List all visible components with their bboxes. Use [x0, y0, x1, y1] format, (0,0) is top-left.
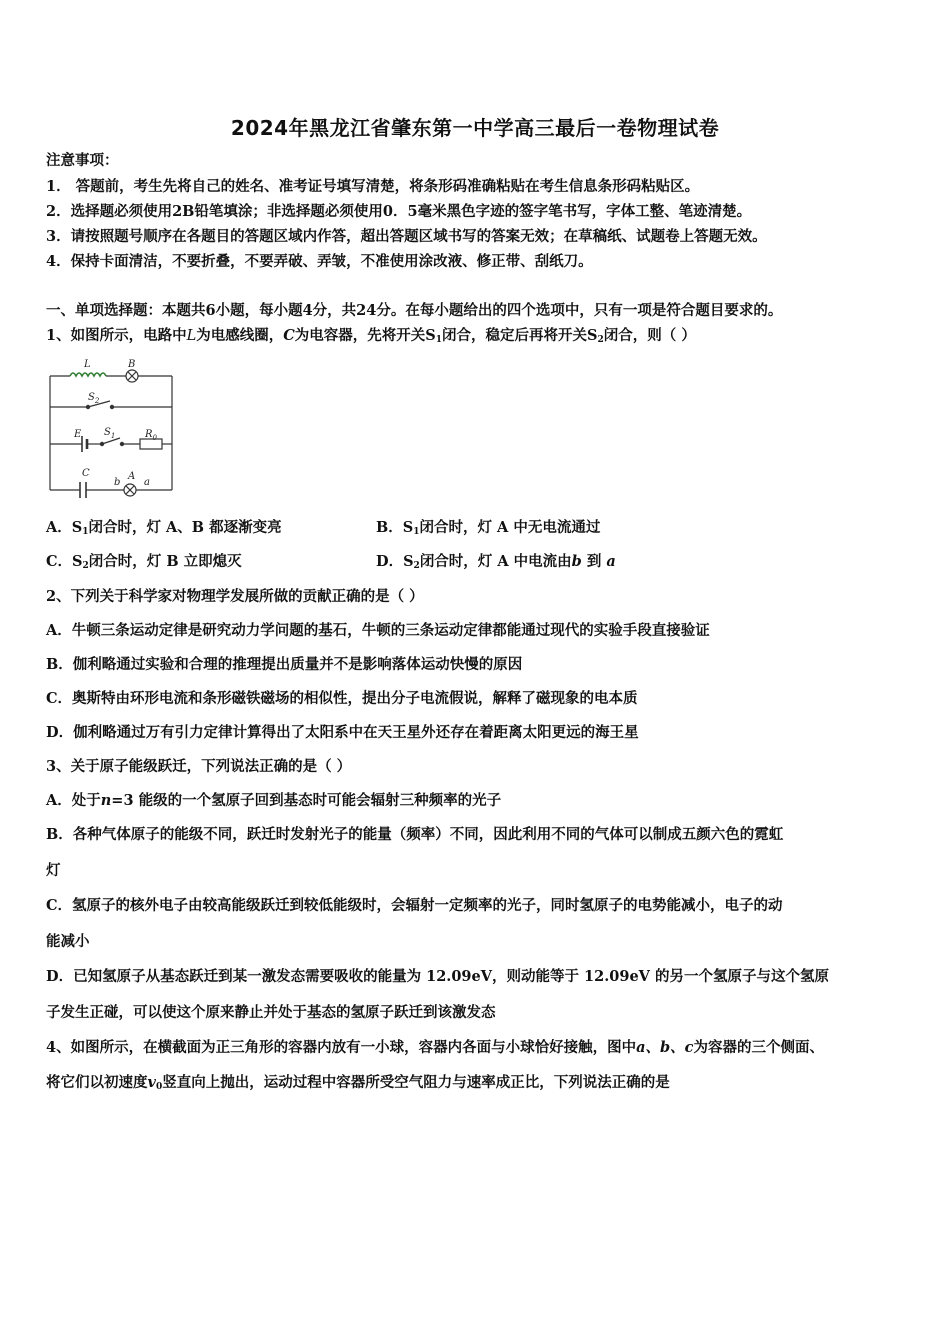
q3-option-d-line1: D．已知氢原子从基态跃迁到某一激发态需要吸收的能量为 12.09eV，则动能等于 12.09eV 的另一个氢原子与这个氢原 [46, 968, 829, 985]
notice-heading: 注意事项： [46, 152, 119, 169]
q2-option-a: A．牛顿三条运动定律是研究动力学问题的基石，牛顿的三条运动定律都能通过现代的实验手段直接验证 [46, 622, 710, 639]
q1-symbol-L: L [186, 328, 197, 344]
q3-option-b-line2: 灯 [46, 862, 61, 879]
circuit-diagram [44, 352, 180, 500]
q4-symbols-abc: a、b、c [636, 1039, 694, 1056]
q3-option-c-line1: C．氢原子的核外电子由较高能级跃迁到较低能级时，会辐射一定频率的光子，同时氢原子的电势能减小，电子的动 [46, 897, 783, 914]
question-4-line2 [46, 1073, 670, 1097]
q1-stem-part: 闭合，则（ ） [603, 327, 696, 344]
q4-subscript: 0 [155, 1082, 163, 1092]
q1-option-text: A．S [46, 519, 83, 536]
circuit-label-C: C [82, 468, 90, 479]
circuit-label-S1-sub: 1 [110, 432, 116, 440]
q1-option-text: B．S [376, 519, 414, 536]
q1-option-a [46, 518, 282, 542]
q4-text: 4、如图所示，在横截面为正三角形的容器内放有一小球，容器内各面与小球恰好接触，图中 [46, 1039, 637, 1056]
q1-stem-part: 闭合，稳定后再将开关S [442, 327, 598, 344]
section-1-heading: 一、单项选择题：本题共6小题，每小题4分，共24分。在每小题给出的四个选项中，只有一项是符合题目要求的。 [46, 302, 783, 319]
q1-stem-part: 1、如图所示，电路中 [46, 327, 187, 344]
exam-title: 2024年黑龙江省肇东第一中学高三最后一卷物理试卷 [230, 116, 720, 140]
q4-symbol-v0: v [147, 1074, 156, 1091]
q2-option-d: D．伽利略通过万有引力定律计算得出了太阳系中在天王星外还存在着距离太阳更远的海王星 [46, 724, 639, 741]
circuit-label-E: E [74, 429, 82, 440]
circuit-label-L: L [84, 359, 91, 370]
question-3-stem: 3、关于原子能级跃迁，下列说法正确的是（ ） [46, 758, 352, 775]
circuit-label-B: B [128, 359, 136, 370]
q1-subscript: 1 [435, 335, 443, 345]
q1-option-c [46, 552, 242, 576]
notice-item-2: 2．选择题必须使用2B铅笔填涂；非选择题必须使用0．5毫米黑色字迹的签字笔书写，字体工整、笔迹清楚。 [46, 203, 752, 220]
q1-option-text: 闭合时，灯 A、B 都逐渐变亮 [88, 519, 282, 536]
q3-option-d-line2: 子发生正碰，可以使这个原来静止并处于基态的氢原子跃迁到该激发态 [46, 1004, 496, 1021]
notice-item-3: 3．请按照题号顺序在各题目的答题区域内作答，超出答题区域书写的答案无效；在草稿纸、试题卷上答题无效。 [46, 228, 767, 245]
q2-option-b: B．伽利略通过实验和合理的推理提出质量并不是影响落体运动快慢的原因 [46, 656, 523, 673]
circuit-label-a: a [144, 477, 150, 488]
q1-option-text: 闭合时，灯 A 中无电流通过 [419, 519, 601, 536]
q4-text: 竖直向上抛出，运动过程中容器所受空气阻力与速率成正比，下列说法正确的是 [162, 1074, 670, 1091]
q1-option-symbol: a [606, 553, 616, 570]
q1-option-d [376, 552, 616, 576]
circuit-label-R0-main: R [145, 429, 153, 440]
q1-subscript: 1 [82, 527, 89, 537]
question-4-line1 [46, 1038, 824, 1058]
q1-option-text: 闭合时，灯 A 中电流由 [419, 553, 572, 570]
question-1-stem [46, 326, 696, 350]
circuit-label-b: b [114, 477, 121, 488]
q1-option-text: 到 [581, 553, 607, 570]
q3-option-text: A．处于 [46, 792, 101, 809]
q1-option-text: C．S [46, 553, 83, 570]
circuit-label-S1-main: S [104, 427, 111, 438]
circuit-label-S2 [88, 392, 100, 405]
q1-stem-part: 为电感线圈， [196, 327, 284, 344]
q1-option-symbol: b [571, 553, 582, 570]
circuit-label-S1 [104, 427, 115, 440]
q4-text: 为容器的三个侧面、 [693, 1039, 824, 1056]
question-2-stem: 2、下列关于科学家对物理学发展所做的贡献正确的是（ ） [46, 588, 424, 605]
q2-option-c: C．奥斯特由环形电流和条形磁铁磁场的相似性，提出分子电流假说，解释了磁现象的电本质 [46, 690, 638, 707]
circuit-label-S2-sub: 2 [94, 397, 100, 405]
circuit-label-R0 [144, 429, 158, 442]
q1-subscript: 1 [413, 527, 420, 537]
q1-subscript: 2 [597, 335, 604, 345]
q3-option-text: =3 能级的一个氢原子回到基态时可能会辐射三种频率的光子 [111, 792, 502, 809]
notice-item-1: 1． 答题前，考生先将自己的姓名、准考证号填写清楚，将条形码准确粘贴在考生信息条形码粘贴区。 [46, 178, 700, 195]
q1-option-b [376, 518, 600, 542]
circuit-label-S2-main: S [88, 392, 95, 403]
q1-option-text: D．S [376, 553, 414, 570]
q1-symbol-C: C [283, 327, 295, 344]
q4-text: 将它们以初速度 [46, 1074, 148, 1091]
q3-option-c-line2: 能减小 [46, 933, 90, 950]
circuit-label-A: A [128, 471, 136, 482]
q3-option-a [46, 791, 501, 811]
q3-symbol-n: n [100, 792, 112, 809]
q1-subscript: 2 [413, 561, 420, 571]
q1-stem-part: 为电容器，先将开关S [294, 327, 436, 344]
q1-option-text: 闭合时，灯 B 立即熄灭 [88, 553, 242, 570]
q3-option-b-line1: B．各种气体原子的能级不同，跃迁时发射光子的能量（频率）不同，因此利用不同的气体可以制成五颜六色的霓虹 [46, 826, 784, 843]
q1-subscript: 2 [82, 561, 89, 571]
notice-item-4: 4．保持卡面清洁，不要折叠，不要弄破、弄皱，不准使用涂改液、修正带、刮纸刀。 [46, 253, 593, 270]
circuit-label-R0-sub: 0 [152, 434, 157, 442]
